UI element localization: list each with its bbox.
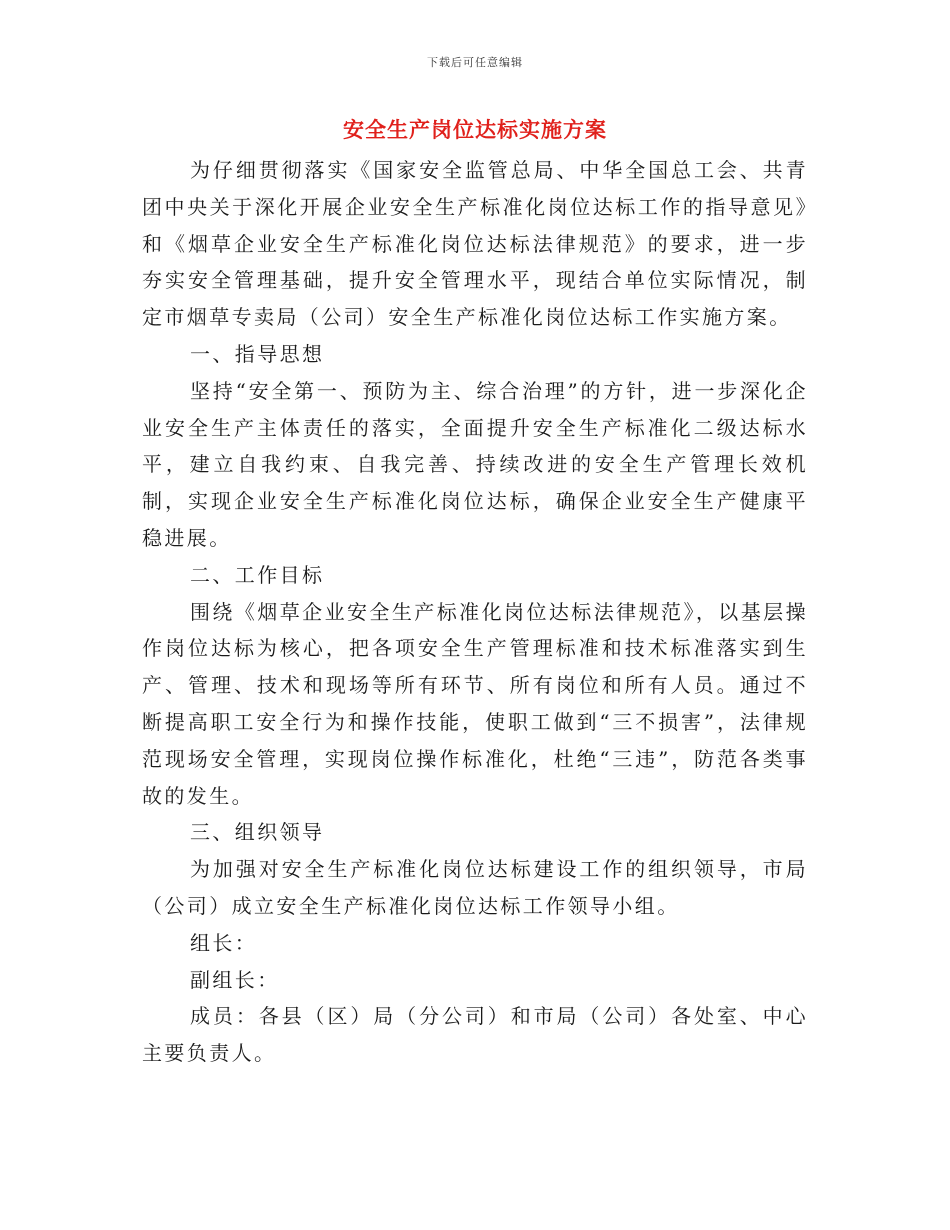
organization-paragraph: 为加强对安全生产标准化岗位达标建设工作的组织领导，市局（公司）成立安全生产标准化岗位达标工作领导小组。 xyxy=(142,857,808,918)
section-heading-guiding-ideology: 一、指导思想 xyxy=(190,341,325,366)
document-title: 安全生产岗位达标实施方案 xyxy=(343,117,607,142)
members-line: 成员：各县（区）局（分公司）和市局（公司）各处室、中心主要负责人。 xyxy=(142,1004,808,1066)
team-leader-line: 组长： xyxy=(190,930,258,955)
header-note: 下载后可任意编辑 xyxy=(427,56,523,69)
guiding-ideology-paragraph: 坚持“安全第一、预防为主、综合治理”的方针，进一步深化企业安全生产主体责任的落实，全面提升安全生产标准化二级达标水平，建立自我约束、自我完善、持续改进的安全生产管理长效机制，实现企业安全生产标准化岗位达标，确保企业安全生产健康平稳进展。 xyxy=(142,378,808,550)
section-heading-work-goals: 二、工作目标 xyxy=(190,562,325,587)
document-body xyxy=(142,152,808,1072)
section-heading-organization: 三、组织领导 xyxy=(190,820,325,845)
deputy-leader-line: 副组长： xyxy=(190,967,280,992)
work-goals-paragraph: 围绕《烟草企业安全生产标准化岗位达标法律规范》，以基层操作岗位达标为核心，把各项安全生产管理标准和技术标准落实到生产、管理、技术和现场等所有环节、所有岗位和所有人员。通过不断提高职工安全行为和操作技能，使职工做到“三不损害”，法律规范现场安全管理，实现岗位操作标准化，杜绝“三违”，防范各类事故的发生。 xyxy=(142,599,808,808)
intro-paragraph: 为仔细贯彻落实《国家安全监管总局、中华全国总工会、共青团中央关于深化开展企业安全生产标准化岗位达标工作的指导意见》和《烟草企业安全生产标准化岗位达标法律规范》的要求，进一步夯实安全管理基础，提升安全管理水平，现结合单位实际情况，制定市烟草专卖局（公司）安全生产标准化岗位达标工作实施方案。 xyxy=(142,158,808,330)
